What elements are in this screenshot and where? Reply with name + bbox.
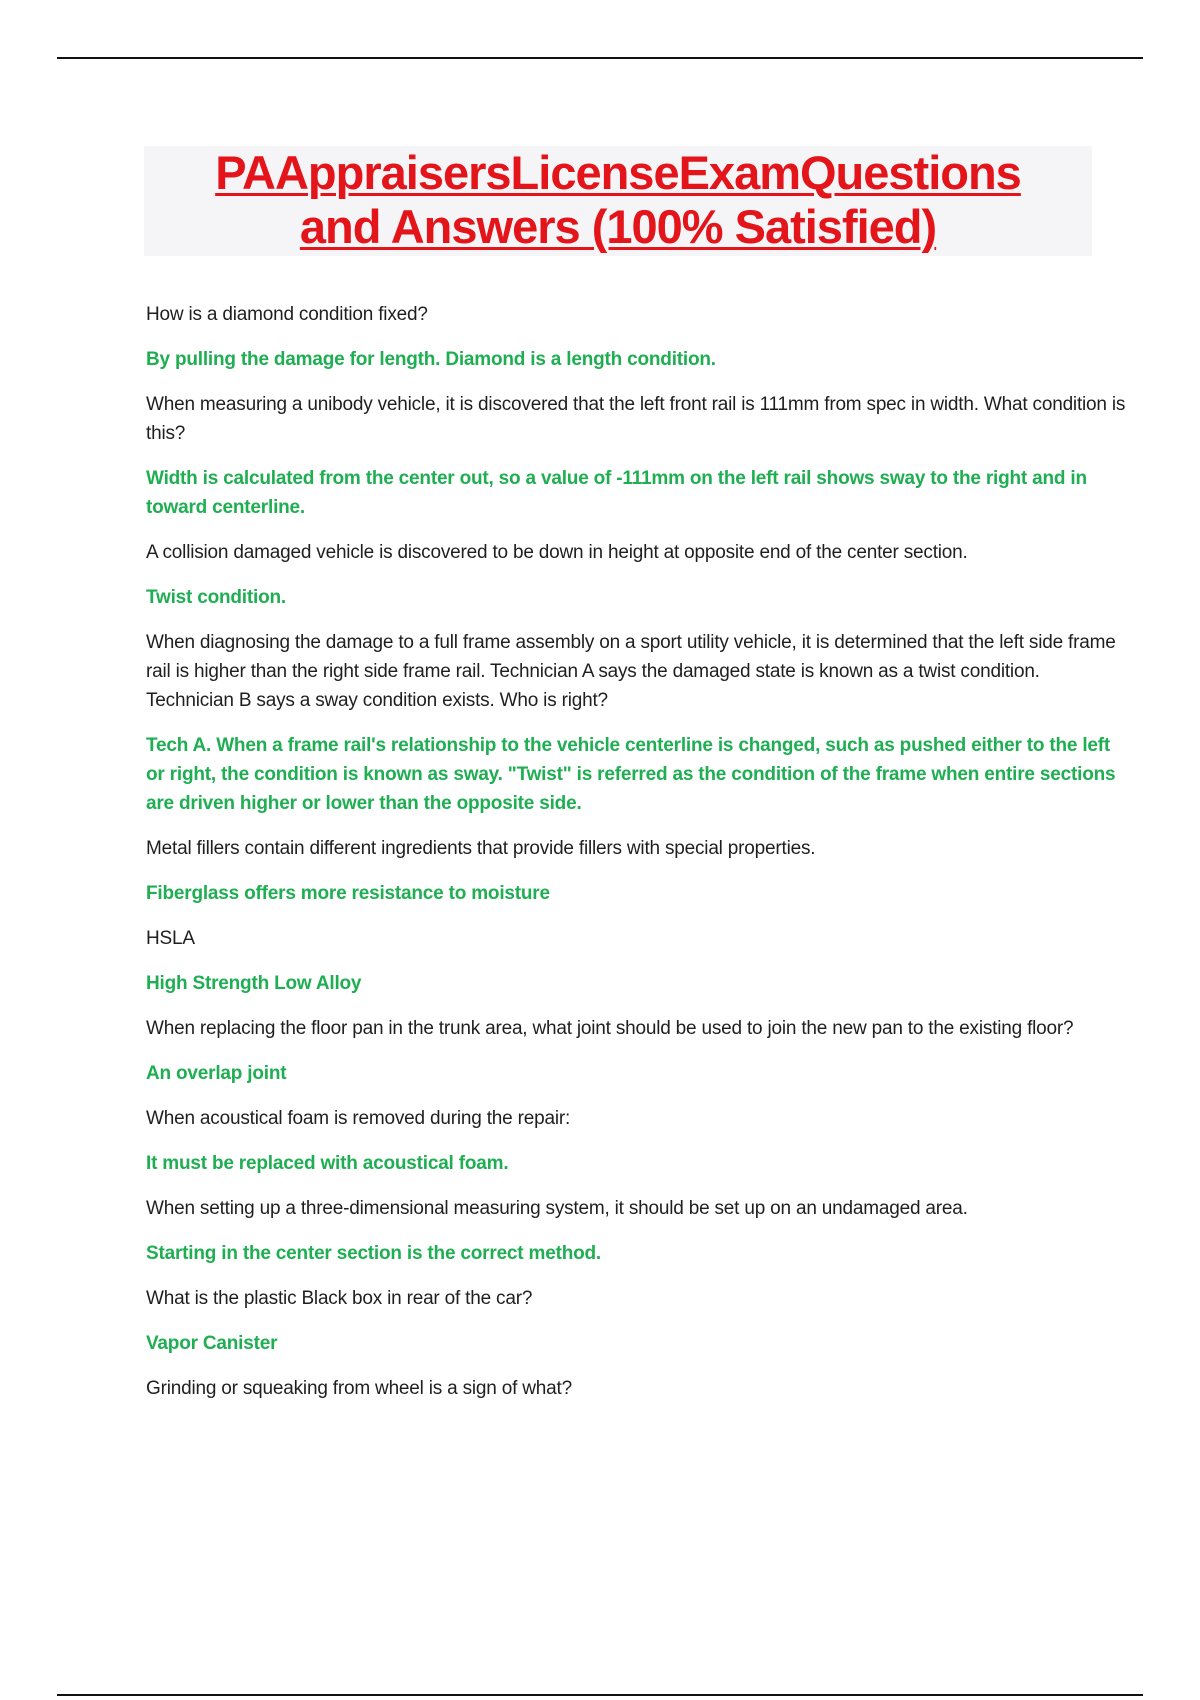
answer: Width is calculated from the center out, so a value of -111mm on the left rail shows sway to the right and in toward centerline. — [146, 468, 1087, 518]
question: When setting up a three-dimensional measuring system, it should be set up on an undamaged area. — [146, 1198, 968, 1219]
answer: Twist condition. — [146, 587, 286, 608]
answer: It must be replaced with acoustical foam. — [146, 1153, 509, 1174]
question: What is the plastic Black box in rear of the car? — [146, 1288, 533, 1309]
question: When measuring a unibody vehicle, it is discovered that the left front rail is 111mm from spec in width. What condition is this? — [146, 394, 1126, 444]
qa-list — [146, 300, 1126, 1419]
question: A collision damaged vehicle is discovered to be down in height at opposite end of the center section. — [146, 542, 968, 563]
question: How is a diamond condition fixed? — [146, 304, 428, 325]
answer: An overlap joint — [146, 1063, 287, 1084]
answer: High Strength Low Alloy — [146, 973, 362, 994]
answer: Fiberglass offers more resistance to moisture — [146, 883, 550, 904]
question: When replacing the floor pan in the trunk area, what joint should be used to join the new pan to the existing floor? — [146, 1018, 1074, 1039]
title-line-1: PAAppraisersLicenseExamQuestions — [215, 146, 1021, 199]
question: Metal fillers contain different ingredients that provide fillers with special properties. — [146, 838, 816, 859]
question: When acoustical foam is removed during the repair: — [146, 1108, 571, 1129]
answer: By pulling the damage for length. Diamond is a length condition. — [146, 349, 716, 370]
top-rule — [57, 57, 1143, 59]
question: When diagnosing the damage to a full frame assembly on a sport utility vehicle, it is determined that the left side frame rail is higher than the right side frame rail. Technician A says the damaged state is known as a twist condition. Technician B says a sway condition exists. Who is right? — [146, 632, 1116, 711]
answer: Starting in the center section is the correct method. — [146, 1243, 601, 1264]
bottom-rule — [57, 1694, 1143, 1696]
answer: Tech A. When a frame rail's relationship to the vehicle centerline is changed, such as pushed either to the left or right, the condition is known as sway. "Twist" is referred as the condition of the frame when entire sections are driven higher or lower than the opposite side. — [146, 735, 1116, 814]
question: Grinding or squeaking from wheel is a sign of what? — [146, 1378, 572, 1399]
title-line-2: and Answers (100% Satisfied) — [299, 200, 937, 253]
question: HSLA — [146, 928, 195, 949]
document-title — [144, 146, 1092, 256]
answer: Vapor Canister — [146, 1333, 278, 1354]
